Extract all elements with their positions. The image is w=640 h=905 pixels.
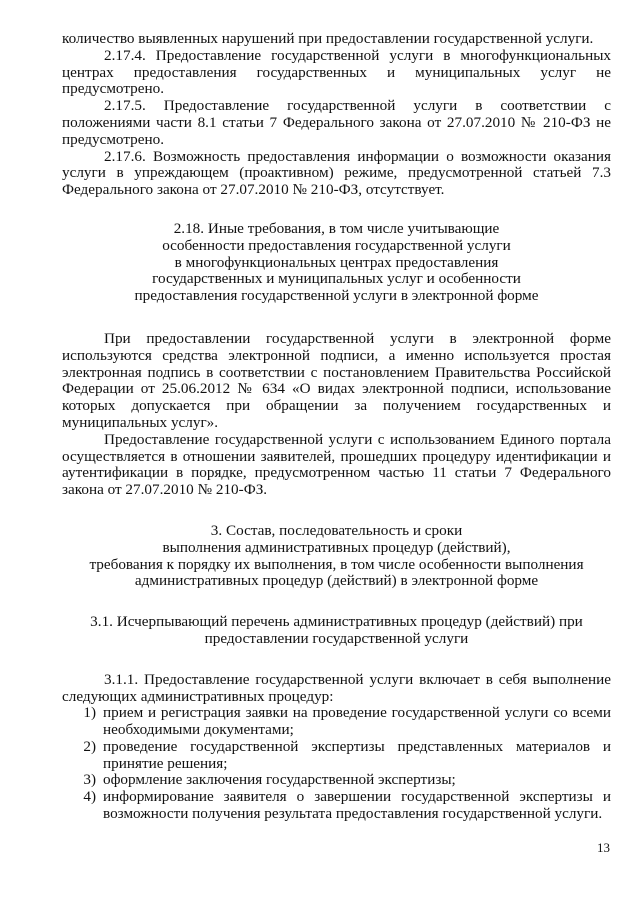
paragraph: Предоставление государственной услуги с использованием Единого портала осуществляется в отношении заявителей, прошедших процедуру идентификации и аутентификации в порядке, предусмотренном частью 11 статьи 7 Федерального закона от 27.07.2010 № 210-ФЗ. xyxy=(62,430,611,499)
paragraph: 2.17.5. Предоставление государственной услуги в соответствии с положениями части 8.1 статьи 7 Федерального закона от 27.07.2010 № 210-ФЗ не предусмотрено. xyxy=(62,97,611,148)
heading-line: требования к порядку их выполнения, в том числе особенности выполнения xyxy=(89,555,584,573)
heading-line: государственных и муниципальных услуг и особенности xyxy=(152,270,521,288)
list-item-number: 4) xyxy=(83,788,96,806)
list-item-text: информирование заявителя о завершении государственной экспертизы и возможности получения результата предоставления государственной услуги. xyxy=(103,788,611,823)
heading-line: выполнения административных процедур (действий), xyxy=(162,538,511,556)
paragraph: 2.17.6. Возможность предоставления информации о возможности оказания услуги в упреждающем (проактивном) режиме, предусмотренной статьей 7.3 Федерального закона от 27.07.2010 № 210-ФЗ, отсутствует. xyxy=(62,147,611,199)
list-item xyxy=(62,789,611,823)
heading-line: в многофункциональных центрах предоставления xyxy=(174,253,499,271)
procedures-list xyxy=(62,705,611,823)
list-item xyxy=(62,705,611,739)
heading-line: 3.1. Исчерпывающий перечень административных процедур (действий) при xyxy=(90,613,583,631)
list-item-number: 3) xyxy=(83,771,96,789)
paragraph: При предоставлении государственной услуги в электронной форме используются средства электронной подписи, а именно используется простая электронная подпись в соответствии с постановлением Правительства Российской Федерации от 25.06.2012 № 634 «О видах электронной подписи, использование которых допускается при обращении за получением государственных и муниципальных услуг». xyxy=(62,329,611,431)
section-heading-2-18 xyxy=(62,221,611,305)
list-item-text: проведение государственной экспертизы представленных материалов и принятие решения; xyxy=(103,737,611,772)
paragraph: количество выявленных нарушений при предоставлении государственной услуги. xyxy=(62,30,594,47)
heading-line: особенности предоставления государственной услуги xyxy=(162,236,511,254)
paragraph: 3.1.1. Предоставление государственной услуги включает в себя выполнение следующих административных процедур: xyxy=(62,670,611,705)
heading-line: 3. Состав, последовательность и сроки xyxy=(210,521,463,539)
section-heading-3 xyxy=(62,523,611,590)
section-heading-3-1 xyxy=(62,614,611,648)
page-number: 13 xyxy=(597,840,610,855)
list-item-number: 2) xyxy=(83,737,96,755)
list-item xyxy=(62,772,611,789)
heading-line: предоставления государственной услуги в электронной форме xyxy=(134,287,539,305)
list-item xyxy=(62,739,611,773)
heading-line: 2.18. Иные требования, в том числе учитывающие xyxy=(173,219,500,237)
paragraph: 2.17.4. Предоставление государственной услуги в многофункциональных центрах предоставления государственных и муниципальных услуг не предусмотрено. xyxy=(62,46,611,98)
list-item-text: оформление заключения государственной экспертизы; xyxy=(103,771,456,789)
heading-line: административных процедур (действий) в электронной форме xyxy=(134,572,539,590)
list-item-number: 1) xyxy=(83,704,96,722)
heading-line: предоставлении государственной услуги xyxy=(204,629,469,647)
list-item-text: прием и регистрация заявки на проведение государственной услуги со всеми необходимыми документами; xyxy=(103,704,611,739)
